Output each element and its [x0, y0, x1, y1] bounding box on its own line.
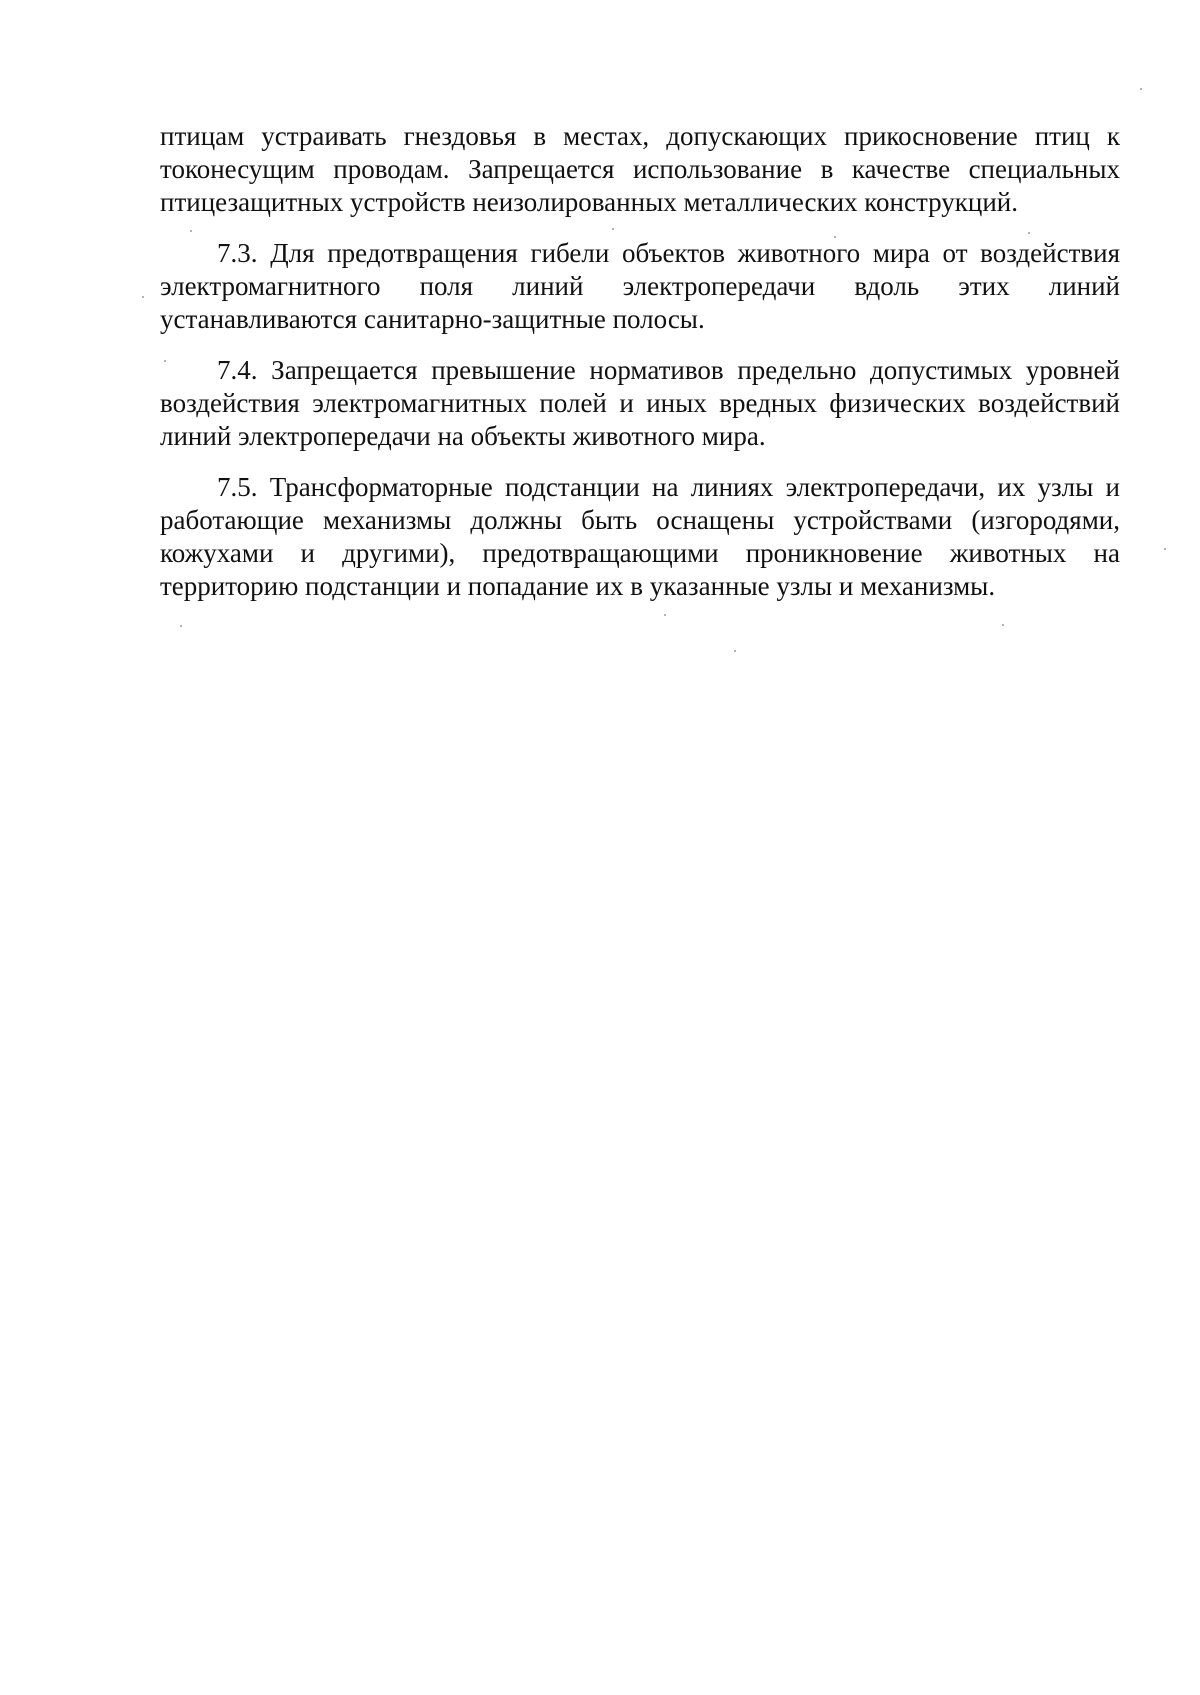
paragraph-7-5: 7.5. Трансформаторные подстанции на линиях электропередачи, их узлы и работающие механизмы должны быть оснащены устройствами (изгородями, кожухами и другими), предотвращающими проникновение животных на территорию подстанции и попадание их в указанные узлы и механизмы.: [160, 472, 1120, 601]
scan-speck: [734, 650, 736, 652]
paragraph-7-4: 7.4. Запрещается превышение нормативов предельно допустимых уровней воздействия электромагнитных полей и иных вредных физических воздействий линий электропередачи на объекты животного мира.: [160, 355, 1120, 451]
scan-speck: [1140, 88, 1142, 90]
scan-speck: [180, 625, 182, 627]
scan-speck: [1002, 624, 1004, 626]
paragraph-7-3: 7.3. Для предотвращения гибели объектов животного мира от воздействия электромагнитного поля линий электропередачи вдоль этих линий устанавливаются санитарно-защитные полосы.: [160, 238, 1120, 334]
scan-speck: [142, 296, 144, 298]
paragraph-continuation: птицам устраивать гнездовья в местах, допускающих прикосновение птиц к токонесущим проводам. Запрещается использование в качестве специальных птицезащитных устройств неизолированных металлических конструкций.: [160, 121, 1120, 217]
scan-speck: [664, 614, 666, 616]
scan-speck: [164, 360, 166, 362]
scan-speck: [612, 228, 614, 230]
scan-speck: [1164, 548, 1166, 550]
scan-speck: [190, 230, 192, 232]
scan-speck: [1028, 232, 1030, 234]
scan-speck: [834, 236, 836, 238]
document-body: [160, 120, 1120, 621]
